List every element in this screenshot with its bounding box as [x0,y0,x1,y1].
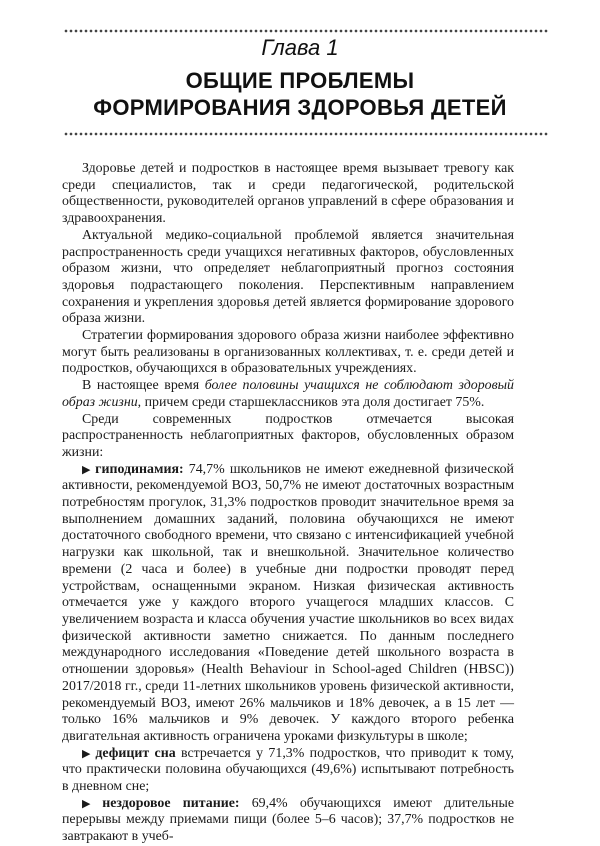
chapter-title [0,67,600,121]
chapter-number: Глава 1 [261,35,339,60]
list-item-term: нездоровое питание: [102,795,240,811]
list-item-text: 69,4% обучающихся имеют длительные перерывы между приемами пищи (более 5–6 часов); 37,7% подростков не завтракают в учеб- [62,795,514,845]
paragraph-text: В настоящее время [82,378,205,394]
triangle-bullet-icon: ▶ [82,797,100,810]
list-item [62,796,514,846]
decorative-border-bottom [64,131,548,137]
body-text [62,161,514,846]
emphasis-text: более половины учащихся не соблюдают здоровый образ жизни [62,378,514,410]
triangle-bullet-icon: ▶ [82,747,93,760]
list-item-term: гиподинамия: [95,461,184,477]
triangle-bullet-icon: ▶ [82,463,93,476]
paragraph: Здоровье детей и подростков в настоящее время вызывает тревогу как среди специалистов, так и среди педагогической, родительской общественности, руководителей органов управлений в сфере образования и здравоохранения. [62,161,514,227]
list-item-term: дефицит сна [95,745,176,761]
list-item [62,746,514,796]
list-item-text: 74,7% школьников не имеют ежедневной физической активности, рекомендуемой ВОЗ, 50,7% не имеют достаточных возрастным потребностям прогулок, 31,3% подростков проводит значительное время за выполнением домашних заданий, половина обучающихся не имеют достаточного свободного времени, что связано с интенсификацией учебной нагрузки как школьной, так и внешкольной. Значительное количество времени (2 часа и более) в учебные дни подростки проводят перед устройствам, оснащенными экраном. Низкая физическая активность отмечается уже у каждого второго учащегося младших классов. С увеличением возраста и класса обучения участие школьников во всех видах физической активности заметно снижается. По данным последнего международного исследования «Поведение детей школьного возраста в отношении здоровья» (Health Behaviour in School-aged Children (HBSC)) 2017/2018 гг., среди 11-летних школьников уровень физической активности, рекомендуемый ВОЗ, имеют 26% мальчиков и 18% девочек, а в 15 лет — только 16% мальчиков и 9% девочек. У каждого второго ребенка двигательная активность ограничена уроками физкультуры в школе; [62,461,514,744]
chapter-title-line-2: ФОРМИРОВАНИЯ ЗДОРОВЬЯ ДЕТЕЙ [93,95,507,120]
list-item [62,462,514,746]
paragraph: Среди современных подростков отмечается высокая распространенность неблагоприятных факторов, обусловленных образом жизни: [62,411,514,460]
decorative-border-top [64,28,548,34]
chapter-title-line-1: ОБЩИЕ ПРОБЛЕМЫ [185,68,415,93]
list-item-text: встречается у 71,3% подростков, что приводит к тому, что практически половина обучающихся (49,6%) испытывают потребность в дневном сне; [62,745,514,795]
paragraph-text: , причем среди старшеклассников эта доля достигает 75%. [137,394,485,410]
paragraph: Актуальной медико-социальной проблемой является значительная распространенность среди учащихся негативных факторов, обусловленных образом жизни, что определяет неблагоприятный прогноз состояния здоровья подрастающего поколения. Перспективным направлением сохранения и укрепления здоровья детей является формирование здорового образа жизни. [62,227,514,327]
paragraph [62,378,514,411]
paragraph: Стратегии формирования здорового образа жизни наиболее эффективно могут быть реализованы в организованных коллективах, т. е. среди детей и подростков, обучающихся в образовательных учреждениях. [62,328,514,377]
